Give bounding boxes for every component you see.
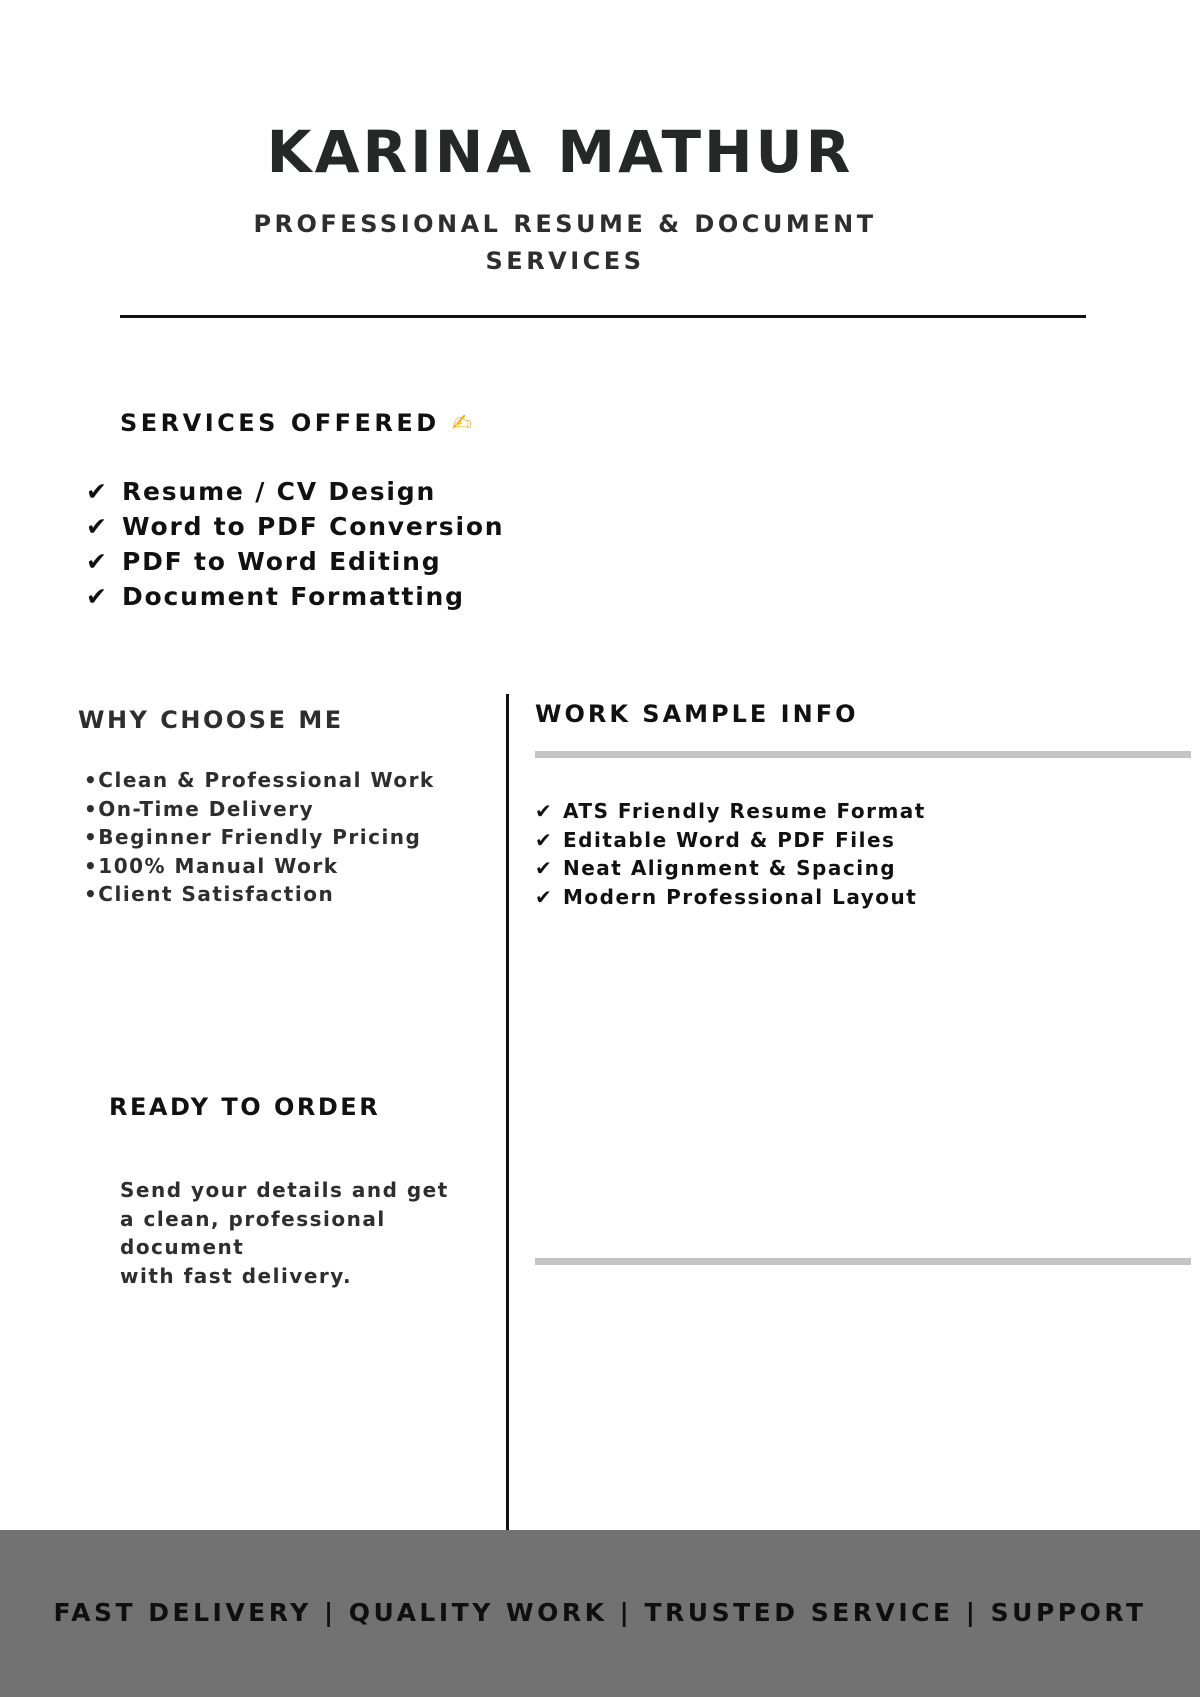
check-icon: ✔ [535, 799, 554, 823]
person-name: KARINA MATHUR [266, 118, 854, 186]
header-divider [120, 315, 1086, 318]
check-icon: ✔ [535, 884, 554, 909]
work-item-label: Editable Word & PDF Files [563, 827, 896, 852]
ready-text [120, 1176, 450, 1290]
work-sample-top-rule [535, 751, 1191, 758]
footer-bar [0, 1530, 1200, 1697]
why-item-label: Clean & Professional Work [98, 768, 435, 792]
why-item-label: On-Time Delivery [98, 796, 315, 821]
list-item [535, 797, 926, 826]
bullet-icon: • [84, 853, 99, 878]
list-item [535, 854, 926, 883]
list-item [86, 474, 504, 509]
services-heading-text: SERVICES OFFERED [120, 409, 440, 437]
bullet-icon: • [84, 882, 99, 907]
work-sample-bottom-rule [535, 1258, 1191, 1265]
column-divider [506, 694, 509, 1542]
work-item-label: Neat Alignment & Spacing [563, 856, 897, 881]
footer-text: FAST DELIVERY | QUALITY WORK | TRUSTED SERVICE | SUPPORT [53, 1598, 1147, 1627]
page-subtitle [250, 206, 880, 280]
list-item [84, 880, 435, 909]
list-item [84, 795, 435, 824]
bullet-icon: • [84, 825, 99, 850]
ready-line: Send your details and get [120, 1178, 449, 1202]
work-sample-list [535, 797, 926, 911]
service-item-label: Resume / CV Design [122, 477, 437, 506]
list-item [86, 544, 504, 579]
check-icon: ✔ [86, 582, 109, 611]
ready-line: document [120, 1235, 245, 1260]
bullet-icon: • [84, 796, 99, 821]
ready-line: with fast delivery. [120, 1263, 353, 1288]
service-item-label: Word to PDF Conversion [122, 512, 505, 541]
list-item [86, 579, 504, 614]
list-item [535, 883, 926, 912]
check-icon: ✔ [535, 856, 554, 881]
list-item [535, 826, 926, 855]
work-item-label: Modern Professional Layout [563, 884, 918, 909]
subtitle-line-2: SERVICES [485, 247, 645, 275]
list-item [84, 823, 435, 852]
subtitle-line-1: PROFESSIONAL RESUME & DOCUMENT [253, 210, 877, 238]
check-icon: ✔ [86, 547, 109, 576]
ready-line: a clean, professional [120, 1206, 386, 1231]
list-item [84, 766, 435, 795]
service-item-label: PDF to Word Editing [122, 547, 442, 576]
list-item [84, 852, 435, 881]
check-icon: ✔ [535, 827, 554, 852]
why-item-label: Client Satisfaction [98, 882, 335, 907]
why-heading: WHY CHOOSE ME [78, 706, 344, 734]
work-sample-heading: WORK SAMPLE INFO [535, 700, 859, 728]
service-item-label: Document Formatting [122, 582, 465, 611]
list-item [86, 509, 504, 544]
ready-heading: READY TO ORDER [109, 1093, 381, 1121]
why-list [84, 766, 435, 909]
writing-hand-icon: ✍ [451, 409, 476, 437]
why-item-label: Beginner Friendly Pricing [98, 825, 422, 850]
why-item-label: 100% Manual Work [98, 853, 339, 878]
services-heading [120, 409, 475, 437]
work-item-label: ATS Friendly Resume Format [563, 799, 926, 823]
bullet-icon: • [84, 768, 99, 792]
check-icon: ✔ [86, 477, 109, 506]
check-icon: ✔ [86, 512, 109, 541]
services-list [86, 474, 504, 614]
